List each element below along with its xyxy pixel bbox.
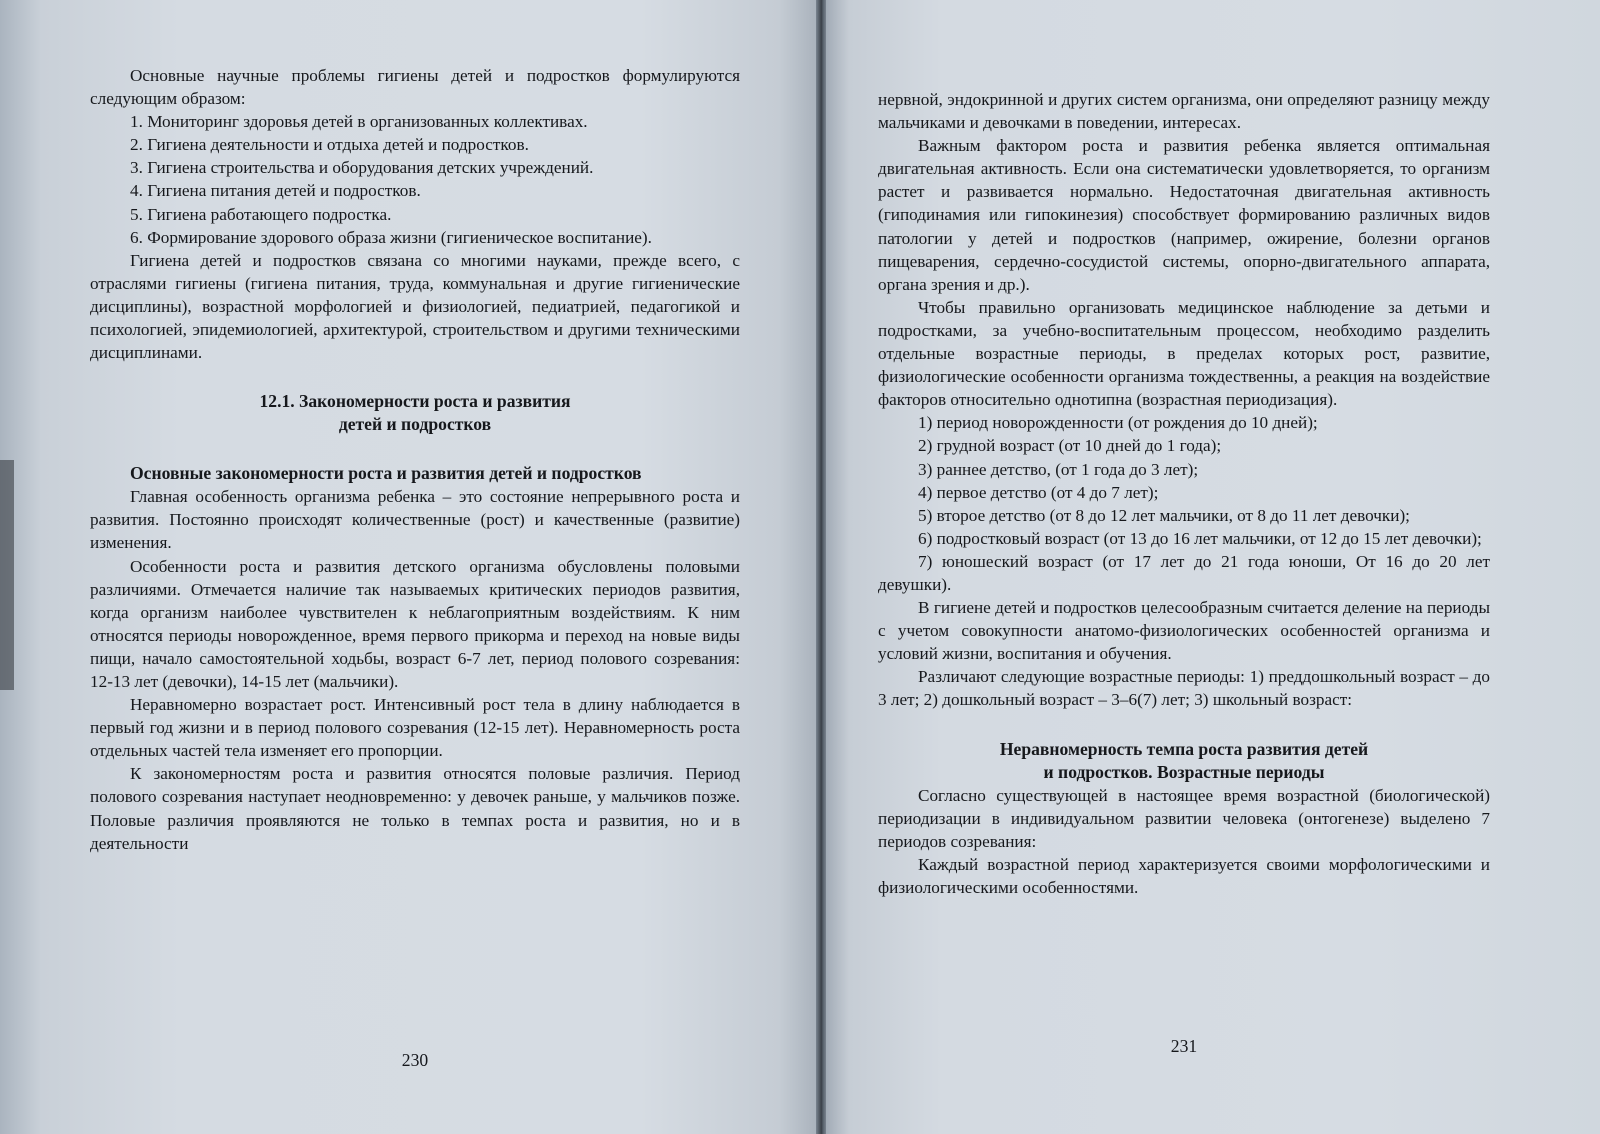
page-number-right: 231 (1170, 1036, 1198, 1056)
intro-paragraph: Основные научные проблемы гигиены детей и подростков формулируются следующим образом: (90, 66, 740, 109)
continuation-paragraph: нервной, эндокринной и других систем организма, они определяют разницу между мальчиками и девочками в поведении, интересах. (878, 90, 1490, 133)
subsection-title: Основные закономерности роста и развития детей и подростков (130, 463, 642, 484)
section-title-line-2: детей и подростков (338, 414, 492, 435)
list-item: 3. Гигиена строительства и оборудования детских учреждений. (130, 158, 594, 178)
list-item: 6) подростковый возраст (от 13 до 16 лет мальчики, от 12 до 15 лет девочки); (918, 528, 1482, 548)
list-item: 4) первое детство (от 4 до 7 лет); (918, 482, 1159, 502)
closing-paragraph: Каждый возрастной период характеризуется своими морфологическими и физиологическими особенностями. (878, 854, 1490, 897)
list-item: 5. Гигиена работающего подростка. (130, 204, 392, 224)
page-number-left: 230 (401, 1050, 429, 1070)
distinguish-paragraph: Различают следующие возрастные периоды: 1) преддошкольный возраст – до 3 лет; 2) дошкольный возраст – 3–6(7) лет; 3) школьный возраст: (878, 667, 1490, 710)
activity-paragraph: Важным фактором роста и развития ребенка является оптимальная двигательная активность. Если она систематически удовлетворяется, то организм растет и развивается нормально. Недостаточная двигательная активность (гиподинамия или гипокинезия) способствует формированию различных видов патологии у детей и подростков (например, ожирение, болезни органов пищеварения, сердечно-сосудистой системы, опорно-двигательного аппарата, органа зрения и др.). (878, 136, 1490, 294)
hygiene-division-paragraph: В гигиене детей и подростков целесообразным считается деление на периоды с учетом совокупности анатомо-физиологических особенностей организма и условий жизни, воспитания и обучения. (878, 598, 1490, 664)
list-item: 1. Мониторинг здоровья детей в организованных коллективах. (130, 112, 588, 132)
periodization-paragraph: Согласно существующей в настоящее время возрастной (биологической) периодизации в индивидуальном развитии человека (онтогенезе) выделено 7 периодов созревания: (878, 785, 1490, 851)
relations-paragraph: Гигиена детей и подростков связана со многими науками, прежде всего, с отраслями гигиены (гигиена питания, труда, коммунальная и другие гигиенические дисциплины), возрастной морфологией и физиологией, педиатрией, педагогикой и психологией, эпидемиологией, архитектурой, строительством и другими техническими дисциплинами. (90, 250, 740, 363)
section-title-line-1: 12.1. Закономерности роста и развития (259, 391, 571, 412)
body-paragraph: Особенности роста и развития детского организма обусловлены половыми различиями. Отмечается наличие так называемых критических периодов развития, когда организм наиболее чувствителен к неблагоприятным воздействиям. К ним относятся периоды новорожденное, время первого прикорма и переход на новые виды пищи, начало самостоятельной ходьбы, возраст 6-7 лет, период полового созревания: 12-13 лет (девочки), 14-15 лет (мальчики). (90, 556, 740, 691)
page-edge-shadow (0, 460, 14, 690)
list-item: 4. Гигиена питания детей и подростков. (130, 181, 421, 201)
list-item: 2) грудной возраст (от 10 дней до 1 года); (918, 436, 1222, 456)
body-paragraph: Неравномерно возрастает рост. Интенсивный рост тела в длину наблюдается в первый год жизни и в период полового созревания (12-15 лет). Неравномерность роста отдельных частей тела изменяет его пропорции. (90, 695, 740, 761)
body-paragraph: К закономерностям роста и развития относятся половые различия. Период полового созревания наступает неодновременно: у девочек раньше, у мальчиков позже. Половые различия проявляются не только в темпах роста и развития, но и в деятельности (90, 764, 740, 853)
right-page (826, 0, 1600, 1134)
section-title-line-1: Неравномерность темпа роста развития детей (999, 738, 1369, 759)
list-item: 2. Гигиена деятельности и отдыха детей и подростков. (130, 135, 529, 155)
list-item: 7) юношеский возраст (от 17 лет до 21 года юноши, От 16 до 20 лет девушки). (878, 551, 1490, 594)
list-item: 6. Формирование здорового образа жизни (гигиеническое воспитание). (130, 227, 652, 247)
list-item: 1) период новорожденности (от рождения до 10 дней); (918, 413, 1318, 433)
list-item: 3) раннее детство, (от 1 года до 3 лет); (918, 459, 1199, 479)
section-title-line-2: и подростков. Возрастные периоды (1043, 761, 1325, 782)
list-item: 5) второе детство (от 8 до 12 лет мальчики, от 8 до 11 лет девочки); (918, 505, 1410, 525)
periods-intro-paragraph: Чтобы правильно организовать медицинское наблюдение за детьми и подростками, за учебно-воспитательным процессом, необходимо разделить отдельные возрастные периоды, в пределах которых рост, развитие, физиологические особенности организма тождественны, а реакция на воздействие факторов относительно однотипна (возрастная периодизация). (878, 297, 1490, 410)
body-paragraph: Главная особенность организма ребенка – это состояние непрерывного роста и развития. Постоянно происходят количественные (рост) и качественные (развитие) изменения. (90, 487, 740, 553)
